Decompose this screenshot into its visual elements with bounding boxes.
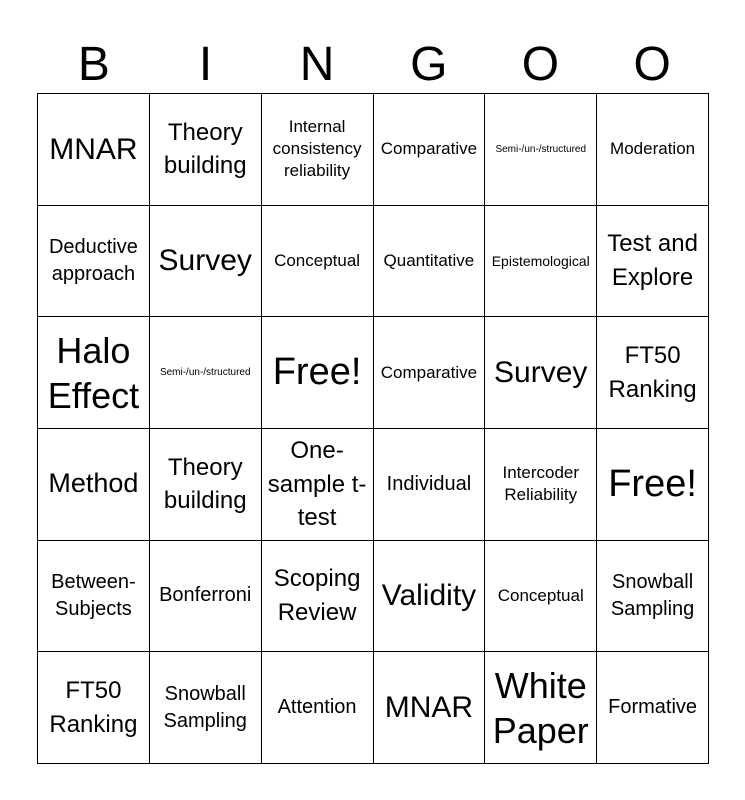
header-letter-g: G: [410, 38, 448, 91]
cell-text: Validity: [381, 579, 477, 613]
cell-text: Snowball Sampling: [163, 682, 247, 732]
bingo-cell[interactable]: [150, 541, 262, 653]
bingo-cell[interactable]: [597, 94, 709, 206]
bingo-cell[interactable]: [374, 541, 486, 653]
header-letter-o-2: O: [633, 38, 671, 91]
bingo-cell[interactable]: [374, 652, 486, 764]
bingo-cell[interactable]: [150, 652, 262, 764]
bingo-cell[interactable]: [374, 429, 486, 541]
bingo-cell[interactable]: [262, 429, 374, 541]
bingo-cell[interactable]: [597, 206, 709, 318]
cell-text: Snowball Sampling: [610, 570, 695, 620]
header-letter-b: B: [77, 38, 110, 91]
header-letter-n: N: [299, 38, 335, 91]
bingo-cell[interactable]: [597, 541, 709, 653]
bingo-cell[interactable]: [485, 429, 597, 541]
bingo-header: [38, 38, 708, 92]
bingo-cell[interactable]: [150, 206, 262, 318]
cell-text: Halo Effect: [47, 329, 140, 416]
bingo-cell[interactable]: [150, 317, 262, 429]
bingo-cell[interactable]: [38, 206, 150, 318]
cell-text: Between-Subjects: [51, 570, 136, 620]
cell-text: Attention: [277, 696, 357, 719]
cell-text: Formative: [608, 696, 698, 719]
bingo-cell[interactable]: [374, 206, 486, 318]
cell-text: Intercoder Reliability: [502, 463, 580, 505]
bingo-cell[interactable]: [38, 541, 150, 653]
header-letter-o: O: [521, 38, 560, 91]
cell-text: Theory building: [163, 118, 247, 180]
cell-text: Conceptual: [274, 250, 361, 270]
bingo-cell[interactable]: [485, 206, 597, 318]
bingo-cell[interactable]: [485, 317, 597, 429]
bingo-cell[interactable]: [262, 94, 374, 206]
cell-text: Free!: [272, 350, 362, 393]
bingo-cell[interactable]: [597, 652, 709, 764]
free-space-cell[interactable]: [262, 317, 374, 429]
free-space-cell[interactable]: [597, 429, 709, 541]
bingo-cell[interactable]: [374, 94, 486, 206]
bingo-grid: [37, 93, 709, 764]
bingo-cell[interactable]: [38, 317, 150, 429]
cell-text: MNAR: [49, 132, 138, 166]
bingo-cell[interactable]: [150, 94, 262, 206]
cell-text: Semi-/un-/structured: [159, 366, 251, 378]
cell-text: FT50 Ranking: [608, 342, 697, 403]
cell-text: Deductive approach: [48, 235, 138, 285]
cell-text: Individual: [386, 472, 472, 495]
bingo-cell[interactable]: [262, 541, 374, 653]
cell-text: Survey: [158, 244, 252, 278]
cell-text: Survey: [494, 356, 588, 390]
bingo-cell[interactable]: [597, 317, 709, 429]
cell-text: FT50 Ranking: [49, 677, 138, 738]
cell-text: Bonferroni: [159, 584, 252, 607]
cell-text: Internal consistency reliability: [272, 117, 362, 181]
cell-text: Semi-/un-/structured: [495, 143, 587, 155]
bingo-cell[interactable]: [374, 317, 486, 429]
cell-text: Theory building: [163, 453, 247, 515]
bingo-cell[interactable]: [262, 652, 374, 764]
cell-text: Test and Explore: [607, 230, 698, 291]
bingo-cell[interactable]: [150, 429, 262, 541]
bingo-cell[interactable]: [485, 652, 597, 764]
bingo-cell[interactable]: [485, 94, 597, 206]
bingo-cell[interactable]: [262, 206, 374, 318]
cell-text: Quantitative: [383, 250, 475, 270]
bingo-cell[interactable]: [38, 429, 150, 541]
cell-text: Conceptual: [497, 585, 584, 605]
cell-text: MNAR: [384, 691, 474, 725]
cell-text: White Paper: [492, 664, 589, 751]
cell-text: Comparative: [380, 362, 478, 382]
cell-text: Free!: [608, 462, 697, 505]
header-letter-i: I: [198, 38, 213, 91]
cell-text: Scoping Review: [273, 565, 361, 626]
cell-text: Comparative: [380, 139, 478, 159]
bingo-cell[interactable]: [38, 94, 150, 206]
cell-text: Epistemological: [491, 252, 590, 269]
cell-text: Method: [48, 468, 139, 499]
cell-text: One-sample t-test: [267, 436, 367, 532]
bingo-cell[interactable]: [485, 541, 597, 653]
bingo-cell[interactable]: [38, 652, 150, 764]
cell-text: Moderation: [610, 139, 696, 159]
